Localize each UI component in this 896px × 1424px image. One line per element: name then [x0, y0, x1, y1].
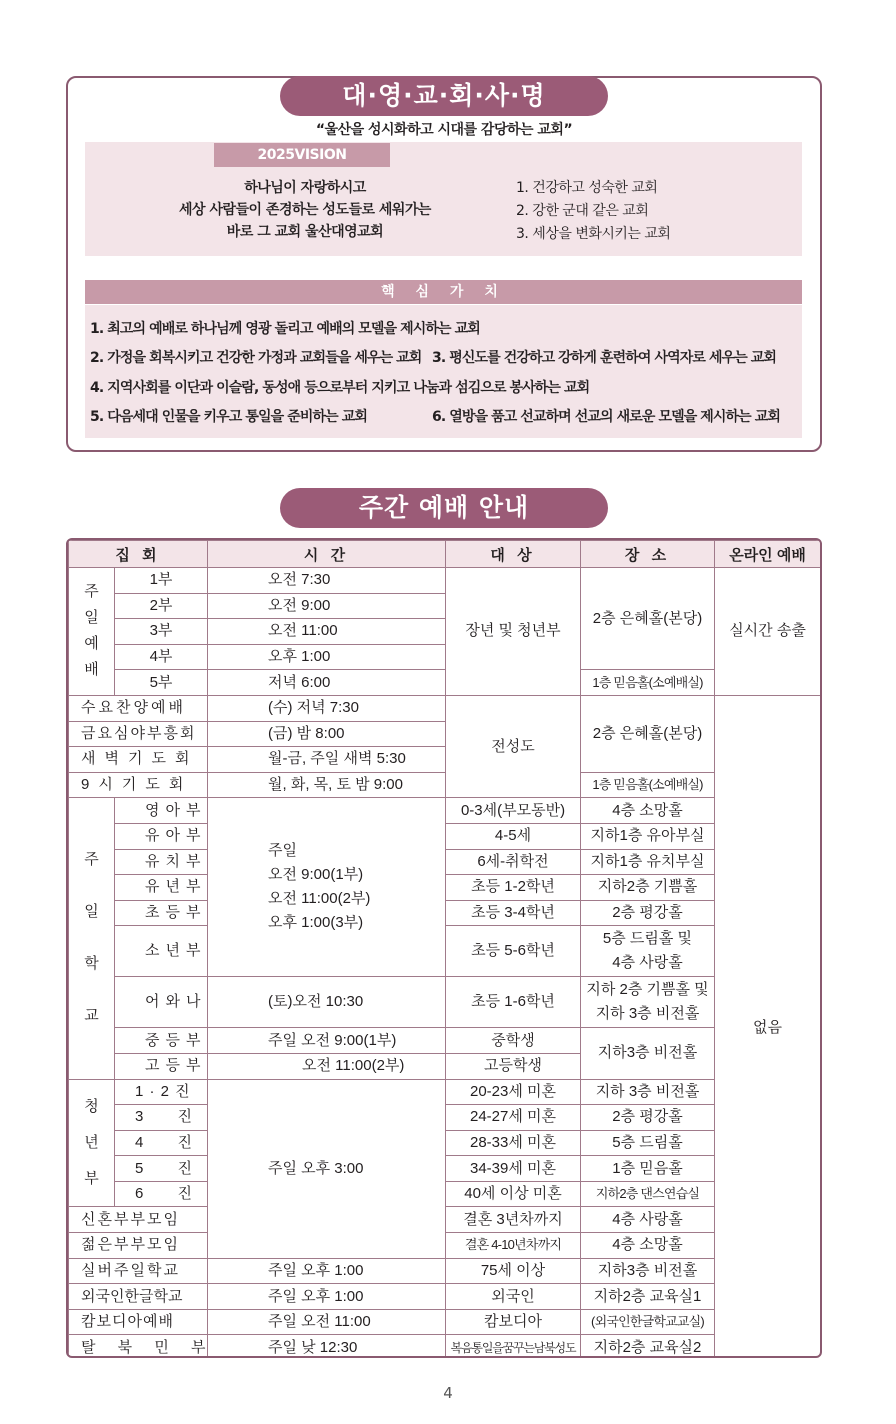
youth-place: 1층 믿음홀: [581, 1156, 715, 1182]
other-place: 지하2층 교육실2: [581, 1335, 715, 1358]
table-row: [69, 1028, 821, 1054]
table-row: [69, 568, 821, 594]
service-time: 오후 1:00: [208, 644, 446, 670]
place-line: 4층 사랑홀: [612, 954, 683, 972]
service-name: 금요심야부흥회: [69, 721, 208, 747]
couples-target: 결혼 4-10년차까지: [446, 1233, 581, 1259]
other-name: 실버주일학교: [69, 1258, 208, 1284]
youth-target: 24-27세 미혼: [446, 1105, 581, 1131]
couples-name: 신혼부부모임: [69, 1207, 208, 1233]
dept-place: [581, 977, 715, 1028]
other-target: 복음통일을꿈꾸는남북성도: [446, 1335, 581, 1358]
table-row: [69, 1258, 821, 1284]
table-row: [69, 1335, 821, 1358]
youth-time: 주일 오후 3:00: [208, 1079, 446, 1258]
dept-time: (토)오전 10:30: [208, 977, 446, 1028]
service-time: (수) 저녁 7:30: [208, 695, 446, 721]
core-value: 5. 다음세대 인물을 키우고 통일을 준비하는 교회: [90, 409, 367, 425]
youth-name: 4 진: [115, 1130, 208, 1156]
service-name: 수요찬양예배: [69, 695, 208, 721]
service-time: 오전 9:00: [208, 593, 446, 619]
table-header-row: [69, 541, 821, 568]
table-row: [69, 1079, 821, 1105]
group-char: 부: [84, 1169, 99, 1187]
vision-statement: [140, 177, 470, 243]
place-line: 5층 드림홀 및: [602, 930, 693, 948]
mission-slogan: “울산을 성시화하고 시대를 감당하는 교회”: [315, 122, 573, 138]
dept-name: 어와나: [115, 977, 208, 1028]
place-line: 지하 2층 기쁨홀 및: [586, 981, 709, 999]
group-char: 주: [84, 583, 99, 601]
group-char: 일: [84, 903, 99, 921]
service-time: 월, 화, 목, 토 밤 9:00: [208, 772, 446, 798]
group-youth: [69, 1079, 115, 1207]
dept-name: 소년부: [115, 926, 208, 977]
mission-title: 대·영·교·회·사·명: [280, 76, 608, 116]
youth-name: 1 · 2 진: [115, 1079, 208, 1105]
service-time: 오전 7:30: [208, 568, 446, 594]
table-row: [69, 1284, 821, 1310]
service-time: 오전 11:00: [208, 619, 446, 645]
weekly-title: 주간 예배 안내: [280, 488, 608, 528]
youth-place: 5층 드림홀: [581, 1130, 715, 1156]
couples-name: 젊은부부모임: [69, 1233, 208, 1259]
table-row: [69, 798, 821, 824]
group-char: 교: [84, 1007, 99, 1025]
other-place: 지하2층 교육실1: [581, 1284, 715, 1310]
vision-line: 바로 그 교회 울산대영교회: [226, 224, 384, 240]
dept-name: 유년부: [115, 875, 208, 901]
other-target: 75세 이상: [446, 1258, 581, 1284]
schedule-table-box: [66, 538, 822, 1358]
place-line: 지하 3층 비전홀: [595, 1005, 700, 1023]
other-name: 캄보디아예배: [69, 1309, 208, 1335]
service-target: 전성도: [446, 695, 581, 797]
table-row: [69, 695, 821, 721]
service-time: 저녁 6:00: [208, 670, 446, 696]
vision-goal: 2. 강한 군대 같은 교회: [516, 203, 649, 219]
dept-name: 고등부: [115, 1053, 208, 1079]
table-row: [69, 670, 821, 696]
service-name: 4부: [115, 644, 208, 670]
youth-name: 3 진: [115, 1105, 208, 1131]
dept-target: 초등 1-2학년: [446, 875, 581, 901]
service-target: 장년 및 청년부: [446, 568, 581, 696]
core-value: 6. 열방을 품고 선교하며 선교의 새로운 모델을 제시하는 교회: [432, 409, 781, 425]
table-row: [69, 1309, 821, 1335]
service-place: 1층 믿음홀(소예배실): [581, 772, 715, 798]
core-value: 4. 지역사회를 이단과 이슬람, 동성애 등으로부터 지키고 나눔과 섬김으로 봉사하는 교회: [90, 380, 590, 396]
youth-place: 지하 3층 비전홀: [581, 1079, 715, 1105]
table-row: [69, 772, 821, 798]
couples-target: 결혼 3년차까지: [446, 1207, 581, 1233]
service-time: 월-금, 주일 새벽 5:30: [208, 747, 446, 773]
school-time-line: 주일: [268, 842, 297, 860]
couples-place: 4층 사랑홀: [581, 1207, 715, 1233]
school-time-line: 오후 1:00(3부): [268, 914, 364, 932]
vision-line: 세상 사람들이 존경하는 성도들로 세워가는: [179, 202, 431, 218]
group-char: 청: [84, 1097, 99, 1115]
dept-target: 4-5세: [446, 823, 581, 849]
dept-target: 중학생: [446, 1028, 581, 1054]
group-char: 주: [84, 851, 99, 869]
group-char: 일: [84, 609, 99, 627]
couples-place: 4층 소망홀: [581, 1233, 715, 1259]
service-place: 2층 은혜홀(본당): [581, 568, 715, 670]
dept-place: 4층 소망홀: [581, 798, 715, 824]
dept-target: 0-3세(부모동반): [446, 798, 581, 824]
online-none: 없음: [715, 695, 821, 1358]
dept-name: 영아부: [115, 798, 208, 824]
dept-place: 지하1층 유아부실: [581, 823, 715, 849]
dept-place: 지하3층 비전홀: [581, 1028, 715, 1079]
page-number: 4: [443, 1384, 453, 1402]
other-target: 캄보디아: [446, 1309, 581, 1335]
other-time: 주일 오전 11:00: [208, 1309, 446, 1335]
service-name: 5부: [115, 670, 208, 696]
header-gathering: 집 회: [69, 541, 208, 568]
other-target: 외국인: [446, 1284, 581, 1310]
service-name: 새벽기도회: [69, 747, 208, 773]
core-value: 2. 가정을 회복시키고 건강한 가정과 교회들을 세우는 교회: [90, 350, 422, 366]
header-online: 온라인 예배: [715, 541, 821, 568]
other-time: 주일 낮 12:30: [208, 1335, 446, 1358]
other-place: (외국인한글학교교실): [581, 1309, 715, 1335]
dept-place: 지하1층 유치부실: [581, 849, 715, 875]
table-row: [69, 977, 821, 1028]
dept-name: 유치부: [115, 849, 208, 875]
other-place: 지하3층 비전홀: [581, 1258, 715, 1284]
dept-time: 오전 11:00(2부): [208, 1053, 446, 1079]
other-name: 외국인한글학교: [69, 1284, 208, 1310]
youth-target: 28-33세 미혼: [446, 1130, 581, 1156]
vision-goals: [516, 177, 776, 246]
dept-target: 초등 3-4학년: [446, 900, 581, 926]
youth-target: 34-39세 미혼: [446, 1156, 581, 1182]
group-char: 학: [84, 955, 99, 973]
service-time: (금) 밤 8:00: [208, 721, 446, 747]
youth-target: 20-23세 미혼: [446, 1079, 581, 1105]
service-name: 3부: [115, 619, 208, 645]
youth-target: 40세 이상 미혼: [446, 1181, 581, 1207]
dept-place: [581, 926, 715, 977]
header-place: 장 소: [581, 541, 715, 568]
group-char: 예: [84, 635, 99, 653]
service-place: 2층 은혜홀(본당): [581, 695, 715, 772]
dept-name: 중등부: [115, 1028, 208, 1054]
dept-place: 지하2층 기쁨홀: [581, 875, 715, 901]
service-name: 2부: [115, 593, 208, 619]
school-time-line: 오전 11:00(2부): [268, 890, 371, 908]
dept-target: 6세-취학전: [446, 849, 581, 875]
core-value: 3. 평신도를 건강하고 강하게 훈련하여 사역자로 세우는 교회: [432, 350, 777, 366]
vision-label: 2025VISION: [214, 143, 390, 167]
online-live: 실시간 송출: [715, 568, 821, 696]
vision-goal: 3. 세상을 변화시키는 교회: [516, 226, 671, 242]
dept-name: 유아부: [115, 823, 208, 849]
youth-place: 지하2층 댄스연습실: [581, 1181, 715, 1207]
header-target: 대 상: [446, 541, 581, 568]
dept-time: 주일 오전 9:00(1부): [208, 1028, 446, 1054]
group-sunday-school: [69, 798, 115, 1079]
core-value: 1. 최고의 예배로 하나님께 영광 돌리고 예배의 모델을 제시하는 교회: [90, 321, 480, 337]
group-sunday-worship: [69, 568, 115, 696]
dept-place: 2층 평강홀: [581, 900, 715, 926]
dept-name: 초등부: [115, 900, 208, 926]
service-name: 9시기도회: [69, 772, 208, 798]
header-time: 시 간: [208, 541, 446, 568]
service-place: 1층 믿음홀(소예배실): [581, 670, 715, 696]
schedule-table: [68, 540, 821, 1358]
other-name: 탈 북 민 부: [69, 1335, 208, 1358]
service-name: 1부: [115, 568, 208, 594]
youth-name: 6 진: [115, 1181, 208, 1207]
dept-target: 고등학생: [446, 1053, 581, 1079]
group-char: 년: [84, 1133, 99, 1151]
dept-target: 초등 1-6학년: [446, 977, 581, 1028]
dept-target: 초등 5-6학년: [446, 926, 581, 977]
group-char: 배: [84, 661, 99, 679]
core-values-title: 핵 심 가 치: [85, 280, 802, 304]
youth-place: 2층 평강홀: [581, 1105, 715, 1131]
school-time-line: 오전 9:00(1부): [268, 866, 364, 884]
vision-goal: 1. 건강하고 성숙한 교회: [516, 180, 658, 196]
other-time: 주일 오후 1:00: [208, 1284, 446, 1310]
youth-name: 5 진: [115, 1156, 208, 1182]
other-time: 주일 오후 1:00: [208, 1258, 446, 1284]
vision-line: 하나님이 자랑하시고: [244, 180, 366, 196]
school-time: [208, 798, 446, 977]
